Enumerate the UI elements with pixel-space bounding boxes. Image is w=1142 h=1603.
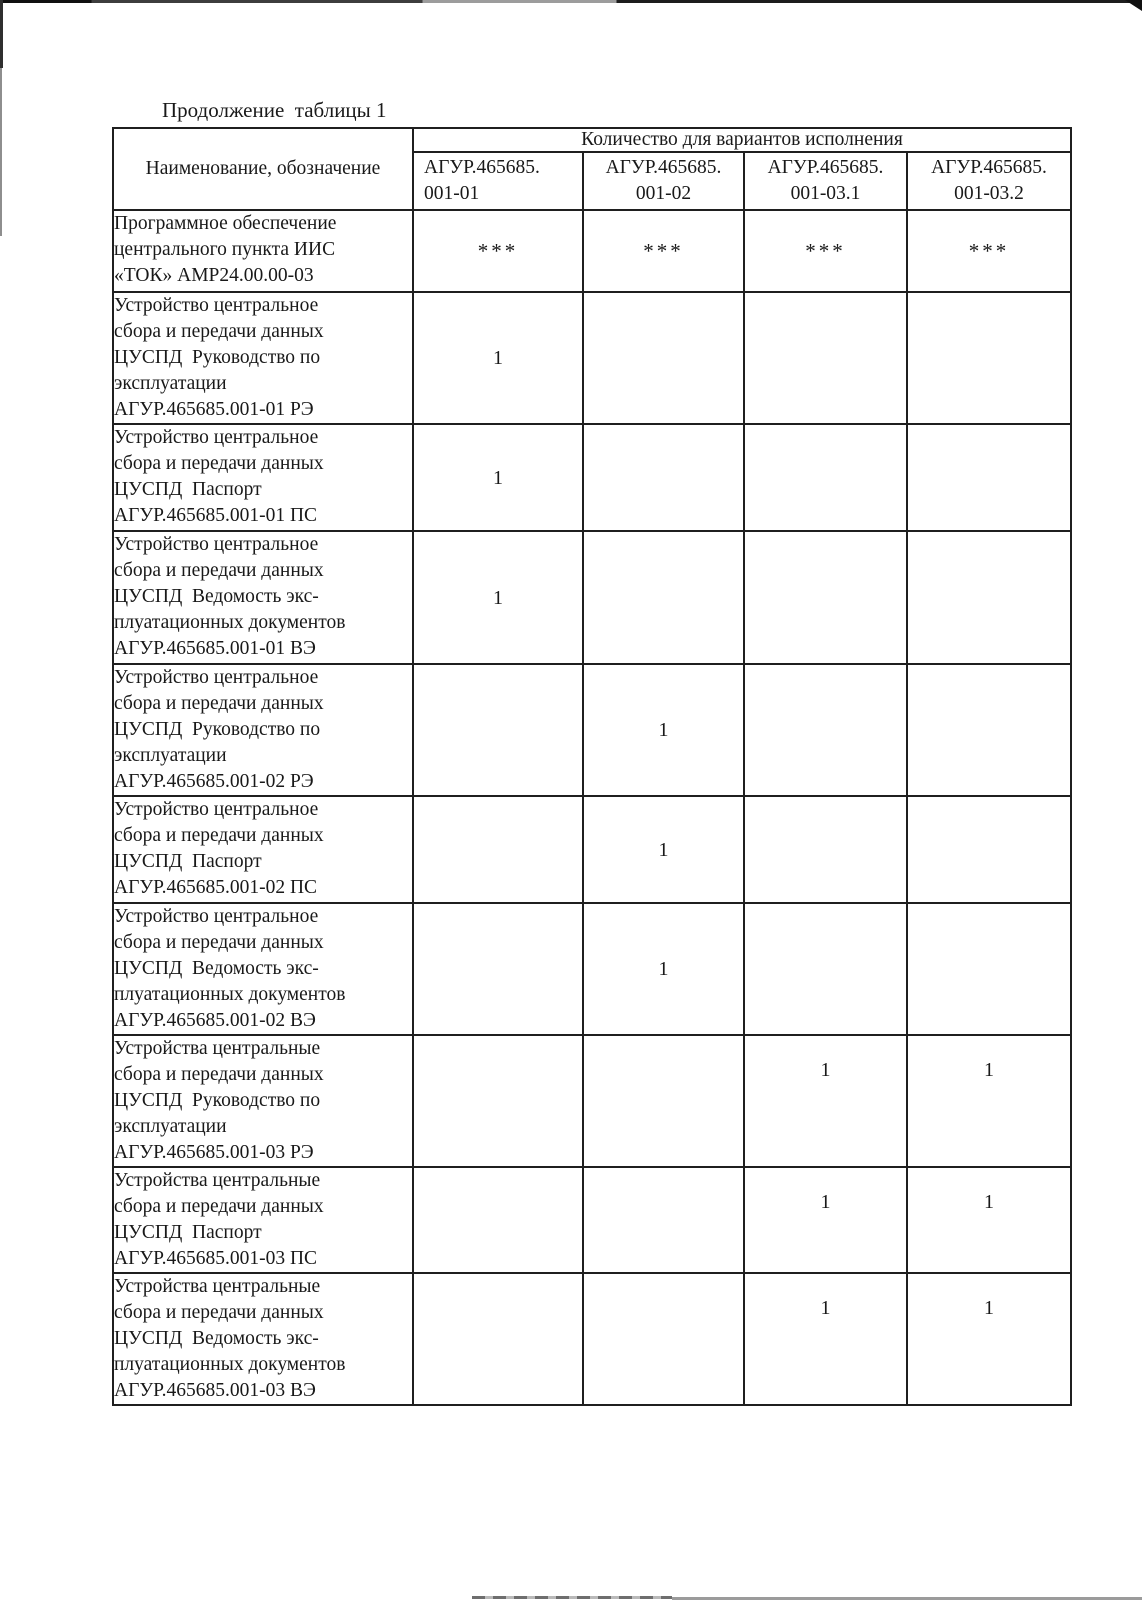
qty-asterisks: *** xyxy=(643,238,684,263)
row-name-cell xyxy=(113,1167,413,1273)
table-row xyxy=(113,796,1071,903)
row-name-line: Устройство центральное xyxy=(114,799,319,820)
row-name-cell xyxy=(113,903,413,1035)
row-name-line: Устройства центральные xyxy=(114,1170,321,1191)
row-name-line: «ТОК» АМР24.00.00-03 xyxy=(114,265,314,286)
qty-cell xyxy=(744,903,907,1035)
qty-cell xyxy=(744,664,907,796)
row-name-line: ЦУСПД Паспорт xyxy=(114,851,262,872)
qty-cell xyxy=(744,424,907,531)
qty-cell xyxy=(907,424,1071,531)
row-name-line: сбора и передачи данных xyxy=(114,321,324,342)
qty-value: 1 xyxy=(658,958,669,980)
row-name-line: АГУР.465685.001-02 РЭ xyxy=(114,771,314,792)
table-row xyxy=(113,1273,1071,1405)
row-name-cell xyxy=(113,531,413,664)
row-name-line: АГУР.465685.001-03 ПС xyxy=(114,1248,318,1269)
col-header-variant-01 xyxy=(413,152,583,210)
row-name-line: плуатационных документов xyxy=(114,984,346,1005)
qty-cell xyxy=(907,531,1071,664)
row-name-line: сбора и передачи данных xyxy=(114,1196,324,1217)
table-row xyxy=(113,1167,1071,1273)
variant-code-line2: 001-03.2 xyxy=(954,183,1024,204)
qty-cell xyxy=(907,1167,1071,1273)
row-name-line: ЦУСПД Ведомость экс- xyxy=(114,1328,319,1349)
qty-value: 1 xyxy=(658,719,669,741)
row-name-line: сбора и передачи данных xyxy=(114,1064,324,1085)
row-name-line: АГУР.465685.001-01 ПС xyxy=(114,505,318,526)
row-name-line: АГУР.465685.001-01 РЭ xyxy=(114,399,314,420)
row-name-line: сбора и передачи данных xyxy=(114,1302,324,1323)
qty-cell xyxy=(413,292,583,424)
row-name-cell xyxy=(113,1035,413,1167)
col-header-variant-02 xyxy=(583,152,744,210)
qty-cell xyxy=(413,531,583,664)
table-row xyxy=(113,531,1071,664)
row-name-line: Устройство центральное xyxy=(114,534,319,555)
qty-cell xyxy=(413,664,583,796)
qty-asterisks: *** xyxy=(477,238,519,263)
row-name-line: Программное обеспечение xyxy=(114,213,337,234)
col-header-variant-03-1 xyxy=(744,152,907,210)
row-name-cell xyxy=(113,1273,413,1405)
qty-value: 1 xyxy=(984,1191,994,1213)
qty-cell xyxy=(413,424,583,531)
qty-cell xyxy=(413,903,583,1035)
row-name-line: Устройство центральное xyxy=(114,295,319,316)
qty-cell xyxy=(907,1035,1071,1167)
row-name-line: ЦУСПД Руководство по xyxy=(114,1090,321,1111)
row-name-line: эксплуатации xyxy=(114,373,227,394)
table-row xyxy=(113,903,1071,1035)
row-name-line: АГУР.465685.001-03 ВЭ xyxy=(114,1380,316,1401)
row-name-cell xyxy=(113,292,413,424)
row-name-line: ЦУСПД Паспорт xyxy=(114,479,262,500)
qty-value: 1 xyxy=(820,1059,831,1081)
row-name-line: АГУР.465685.001-02 ВЭ xyxy=(114,1010,316,1031)
row-name-cell xyxy=(113,796,413,903)
qty-cell xyxy=(583,664,744,796)
row-name-line: ЦУСПД Руководство по xyxy=(114,719,321,740)
row-name-line: ЦУСПД Паспорт xyxy=(114,1222,262,1243)
table-row xyxy=(113,292,1071,424)
row-name-line: Устройство центральное xyxy=(114,667,319,688)
row-name-line: сбора и передачи данных xyxy=(114,560,324,581)
row-name-line: сбора и передачи данных xyxy=(114,693,324,714)
qty-cell xyxy=(907,664,1071,796)
qty-cell xyxy=(583,1273,744,1405)
table-header xyxy=(113,128,1071,210)
row-name-line: Устройство центральное xyxy=(114,906,319,927)
qty-asterisks: *** xyxy=(805,238,846,263)
qty-cell xyxy=(744,1035,907,1167)
table-body xyxy=(113,210,1071,1405)
qty-value: 1 xyxy=(493,466,503,489)
table-row xyxy=(113,1035,1071,1167)
qty-cell xyxy=(907,210,1071,292)
variant-code-line2: 001-03.1 xyxy=(790,183,861,204)
qty-cell xyxy=(744,292,907,424)
row-name-cell xyxy=(113,424,413,531)
scan-artifact-left-edge-2 xyxy=(0,68,2,236)
table-row xyxy=(113,424,1071,531)
variant-code-line2: 001-01 xyxy=(424,183,480,204)
row-name-cell xyxy=(113,664,413,796)
row-name-line: плуатационных документов xyxy=(114,1354,346,1375)
col-header-name: Наименование, обозначение xyxy=(113,128,413,210)
scan-artifact-corner-tick xyxy=(1125,0,1142,11)
row-name-line: Устройства центральные xyxy=(114,1276,321,1297)
qty-value: 1 xyxy=(984,1059,994,1081)
qty-cell xyxy=(744,796,907,903)
row-name-line: плуатационных документов xyxy=(114,612,346,633)
scan-artifact-bottom-line xyxy=(672,1597,1142,1600)
row-name-line: АГУР.465685.001-03 РЭ xyxy=(114,1142,314,1163)
variant-code-line1: АГУР.465685. xyxy=(605,157,722,178)
table-row xyxy=(113,210,1071,292)
row-name-line: сбора и передачи данных xyxy=(114,453,324,474)
row-name-line: Устройства центральные xyxy=(114,1038,321,1059)
variant-code-line1: АГУР.465685. xyxy=(931,157,1047,178)
qty-asterisks: *** xyxy=(968,238,1010,263)
row-name-line: ЦУСПД Руководство по xyxy=(114,347,321,368)
qty-value: 1 xyxy=(820,1297,831,1319)
col-header-qty-group: Количество для вариантов исполнения xyxy=(413,128,1071,152)
qty-cell xyxy=(744,531,907,664)
row-name-line: ЦУСПД Ведомость экс- xyxy=(114,586,319,607)
row-name-line: ЦУСПД Ведомость экс- xyxy=(114,958,319,979)
qty-cell xyxy=(907,796,1071,903)
variant-code-line1: АГУР.465685. xyxy=(424,157,540,178)
qty-cell xyxy=(744,1273,907,1405)
qty-cell xyxy=(413,1035,583,1167)
qty-cell xyxy=(583,210,744,292)
qty-cell xyxy=(907,292,1071,424)
qty-cell xyxy=(583,292,744,424)
scan-artifact-top-edge xyxy=(0,0,1142,3)
row-name-line: АГУР.465685.001-02 ПС xyxy=(114,877,318,898)
variant-code-line2: 001-02 xyxy=(635,183,692,204)
qty-cell xyxy=(583,796,744,903)
row-name-line: Устройство центральное xyxy=(114,427,319,448)
qty-cell xyxy=(413,796,583,903)
qty-cell xyxy=(583,531,744,664)
row-name-line: сбора и передачи данных xyxy=(114,932,324,953)
scan-artifact-bottom-dashes xyxy=(472,1596,672,1599)
table-row xyxy=(113,664,1071,796)
qty-value: 1 xyxy=(984,1297,994,1319)
header-row-group xyxy=(113,128,1071,152)
row-name-cell xyxy=(113,210,413,292)
row-name-line: АГУР.465685.001-01 ВЭ xyxy=(114,638,316,659)
table-continuation-title: Продолжение таблицы 1 xyxy=(162,98,387,122)
col-header-variant-03-2 xyxy=(907,152,1071,210)
row-name-line: эксплуатации xyxy=(114,1116,227,1137)
qty-value: 1 xyxy=(493,586,503,609)
qty-cell xyxy=(413,1273,583,1405)
qty-value: 1 xyxy=(820,1191,831,1213)
qty-cell xyxy=(744,210,907,292)
qty-cell xyxy=(583,1167,744,1273)
qty-cell xyxy=(907,903,1071,1035)
qty-cell xyxy=(413,1167,583,1273)
qty-cell xyxy=(413,210,583,292)
qty-value: 1 xyxy=(658,838,669,861)
scan-artifact-left-edge xyxy=(0,0,3,68)
qty-cell xyxy=(907,1273,1071,1405)
row-name-line: сбора и передачи данных xyxy=(114,825,324,846)
row-name-line: центрального пункта ИИС xyxy=(114,239,336,260)
qty-cell xyxy=(583,903,744,1035)
qty-cell xyxy=(583,1035,744,1167)
qty-cell xyxy=(583,424,744,531)
parts-table xyxy=(112,127,1072,1406)
variant-code-line1: АГУР.465685. xyxy=(767,157,884,178)
row-name-line: эксплуатации xyxy=(114,745,227,766)
qty-cell xyxy=(744,1167,907,1273)
qty-value: 1 xyxy=(493,347,503,369)
